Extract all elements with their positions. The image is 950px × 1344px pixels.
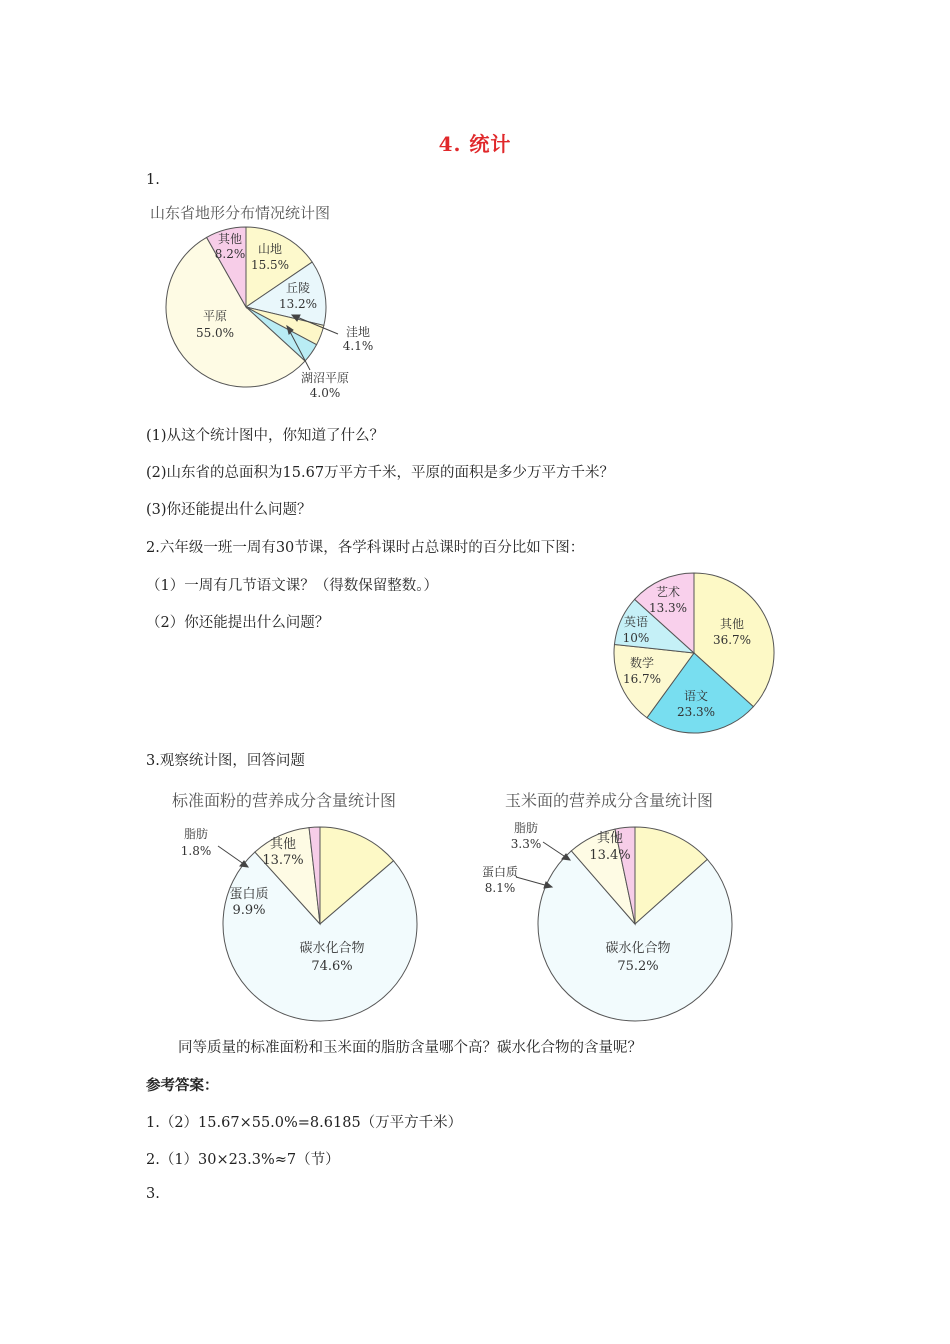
chart4-title: 玉米面的营养成分含量统计图 <box>505 791 714 810</box>
chart4-value-0: 13.4% <box>589 848 631 863</box>
chart2-value-0: 36.7% <box>712 633 752 647</box>
chart3-value-0: 13.7% <box>262 853 304 868</box>
chart1-label-5: 其他 <box>217 232 243 246</box>
chart1-title: 山东省地形分布情况统计图 <box>150 204 331 222</box>
chart3-label-3: 脂肪 <box>183 827 209 841</box>
chart2-pie <box>606 568 782 738</box>
chart1-value-0: 15.5% <box>250 258 290 272</box>
chart1-label-0: 山地 <box>257 242 283 256</box>
answers-heading: 参考答案： <box>146 1077 219 1094</box>
chart1-label-4: 平原 <box>202 309 228 323</box>
chart1-label-1: 丘陵 <box>285 281 311 295</box>
chart2-label-0: 其他 <box>719 617 745 631</box>
answer-3: 3. <box>146 1186 160 1202</box>
q1-number: 1. <box>146 172 160 188</box>
chart2-label-4: 艺术 <box>655 585 681 599</box>
chart4-pie <box>470 812 740 1034</box>
chart2-value-2: 16.7% <box>622 672 662 686</box>
q2-sub2: （2）你还能提出什么问题？ <box>146 615 330 631</box>
chart1-value-4: 55.0% <box>195 326 235 340</box>
q1-sub3: (3)你还能提出什么问题？ <box>146 502 312 518</box>
chart1-label-3: 湖沼平原 <box>300 371 350 385</box>
chart3-value-2: 9.9% <box>232 903 266 918</box>
q2-stem: 2.六年级一班一周有30节课，各学科课时占总课时的百分比如下图： <box>146 540 585 556</box>
q1-sub1: (1)从这个统计图中，你知道了什么？ <box>146 428 385 444</box>
chart3-label-2: 蛋白质 <box>229 887 269 902</box>
chart2-label-2: 数学 <box>629 656 655 670</box>
chart3-value-3: 1.8% <box>180 844 212 858</box>
chart2-label-1: 语文 <box>683 689 709 703</box>
chart4-value-3: 3.3% <box>510 837 542 851</box>
chart4-label-3: 脂肪 <box>513 821 539 835</box>
chart1-value-3: 4.0% <box>309 386 341 400</box>
chart3-pie <box>160 812 430 1034</box>
chart3-arrow <box>218 846 248 867</box>
answer-1: 1.（2）15.67×55.0%=8.6185（万平方千米） <box>146 1115 463 1131</box>
chart1-value-1: 13.2% <box>278 297 318 311</box>
chart4-value-1: 75.2% <box>617 959 659 974</box>
chart2-value-3: 10% <box>622 631 650 645</box>
chart4-label-1: 碳水化合物 <box>605 941 671 956</box>
chart3-value-1: 74.6% <box>311 959 353 974</box>
chart1-pie <box>140 222 380 412</box>
chart1-value-2: 4.1% <box>342 339 374 353</box>
q2-sub1: （1）一周有几节语文课？（得数保留整数。） <box>146 578 438 594</box>
chart2-value-4: 13.3% <box>648 601 688 615</box>
q1-sub2: (2)山东省的总面积为15.67万平方千米，平原的面积是多少万平方千米？ <box>146 465 615 481</box>
chart4-label-0: 其他 <box>596 831 624 846</box>
answer-2: 2.（1）30×23.3%≈7（节） <box>146 1152 340 1168</box>
chart4-value-2: 8.1% <box>484 881 516 895</box>
chart4-label-2: 蛋白质 <box>481 865 519 879</box>
page-title: 4. 统计 <box>438 132 512 156</box>
chart3-label-0: 其他 <box>269 837 297 852</box>
chart1-label-2: 洼地 <box>345 325 371 339</box>
chart3-label-1: 碳水化合物 <box>299 941 365 956</box>
chart2-value-1: 23.3% <box>676 705 716 719</box>
chart3-title: 标准面粉的营养成分含量统计图 <box>172 791 397 810</box>
q3-stem: 3.观察统计图，回答问题 <box>146 753 305 769</box>
q3-question: 同等质量的标准面粉和玉米面的脂肪含量哪个高？碳水化合物的含量呢？ <box>178 1040 642 1056</box>
chart2-label-3: 英语 <box>623 615 649 629</box>
chart1-value-5: 8.2% <box>214 247 246 261</box>
